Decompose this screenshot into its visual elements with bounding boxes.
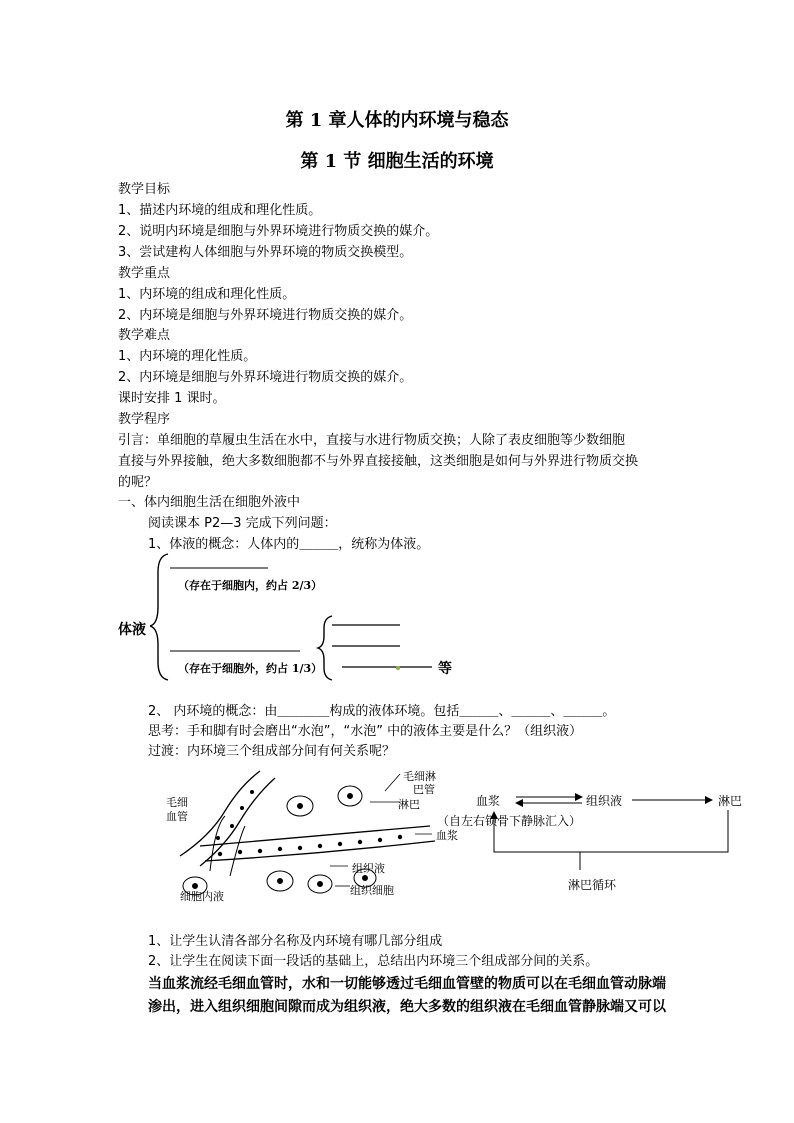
flow-lymph: 淋巴 bbox=[718, 794, 743, 808]
intro-line: 的呢？ bbox=[118, 475, 158, 490]
procedure-heading: 教学程序 bbox=[118, 412, 171, 427]
bold-paragraph-line: 当血浆流经毛细血管时，水和一切能够透过毛细血管壁的物质可以在毛细血管动脉端 bbox=[148, 976, 666, 992]
goal-item: 1、描述内环境的组成和理化性质。 bbox=[118, 203, 322, 218]
goals-heading: 教学目标 bbox=[118, 182, 171, 197]
tissue-fluid-label: 组织液 bbox=[352, 862, 385, 875]
flow-note: （自左右锁骨下静脉汇入） bbox=[437, 814, 582, 828]
capillary-label-line2: 血管 bbox=[166, 810, 188, 823]
section1-heading: 一、体内细胞生活在细胞外液中 bbox=[118, 495, 301, 510]
task-item: 1、让学生认清各部分名称及内环境有哪几部分组成 bbox=[148, 934, 443, 949]
flow-circulation: 淋巴循环 bbox=[568, 878, 617, 892]
bold-paragraph-line: 渗出，进入组织细胞间隙而成为组织液，绝大多数的组织液在毛细血管静脉端又可以 bbox=[148, 999, 666, 1015]
flow-tissue-fluid: 组织液 bbox=[586, 794, 623, 808]
read-instruction: 阅读课本 P2—3 完成下列问题： bbox=[148, 516, 337, 531]
keypoints-heading: 教学重点 bbox=[118, 266, 171, 281]
difficulty-item: 2、内环境是细胞与外界环境进行物质交换的媒介。 bbox=[118, 370, 413, 385]
flow-plasma: 血浆 bbox=[476, 794, 501, 808]
capillary-label bbox=[166, 796, 188, 824]
schedule-text: 课时安排 1 课时。 bbox=[118, 391, 226, 406]
lymph-label: 淋巴 bbox=[398, 798, 420, 811]
page-title: 第 1 章人体的内环境与稳态 bbox=[285, 110, 509, 131]
goal-item: 3、尝试建构人体细胞与外界环境的物质交换模型。 bbox=[118, 245, 413, 260]
lymph-capillary-label-line2: 巴管 bbox=[413, 783, 435, 796]
intro-line: 直接与外界接触，绝大多数细胞都不与外界直接接触，这类细胞是如何与外界进行物质交换 bbox=[118, 454, 639, 469]
difficulties-heading: 教学难点 bbox=[118, 328, 171, 343]
tissue-cell-label: 组织细胞 bbox=[350, 884, 394, 897]
difficulty-item: 1、内环境的理化性质。 bbox=[118, 349, 257, 364]
goal-item: 2、说明内环境是细胞与外界环境进行物质交换的媒介。 bbox=[118, 224, 439, 239]
think-text: 思考：手和脚有时会磨出“水泡”，“水泡” 中的液体主要是什么？（组织液） bbox=[148, 724, 583, 739]
lymph-capillary-label bbox=[403, 770, 436, 796]
plasma-label: 血浆 bbox=[436, 829, 458, 842]
task-item: 2、让学生在阅读下面一段话的基础上，总结出内环境三个组成部分间的关系。 bbox=[148, 954, 599, 969]
intracellular-label: （存在于细胞内，约占 2/3） bbox=[178, 579, 323, 592]
section-title: 第 1 节 细胞生活的环境 bbox=[300, 151, 494, 172]
transition-text: 过渡：内环境三个组成部分间有何关系呢？ bbox=[148, 744, 396, 759]
question-1: 1、体液的概念：人体内的＿＿＿，统称为体液。 bbox=[148, 537, 430, 552]
capillary-label-line1: 毛细 bbox=[166, 796, 188, 809]
intracellular-fluid-label: 细胞内液 bbox=[180, 890, 224, 903]
body-fluid-label: 体液 bbox=[118, 622, 146, 638]
question-2: 2、 内环境的概念：由＿＿＿＿构成的液体环境。包括＿＿＿、＿＿＿、＿＿＿。 bbox=[148, 704, 616, 719]
keypoint-item: 1、内环境的组成和理化性质。 bbox=[118, 287, 296, 302]
intro-line: 引言：单细胞的草履虫生活在水中，直接与水进行物质交换；人除了表皮细胞等少数细胞 bbox=[118, 433, 626, 448]
etc-label: 等 bbox=[438, 661, 452, 677]
extracellular-label: （存在于细胞外，约占 1/3） bbox=[178, 662, 323, 675]
keypoint-item: 2、内环境是细胞与外界环境进行物质交换的媒介。 bbox=[118, 308, 413, 323]
lymph-capillary-label-line1: 毛细淋 bbox=[403, 770, 436, 783]
